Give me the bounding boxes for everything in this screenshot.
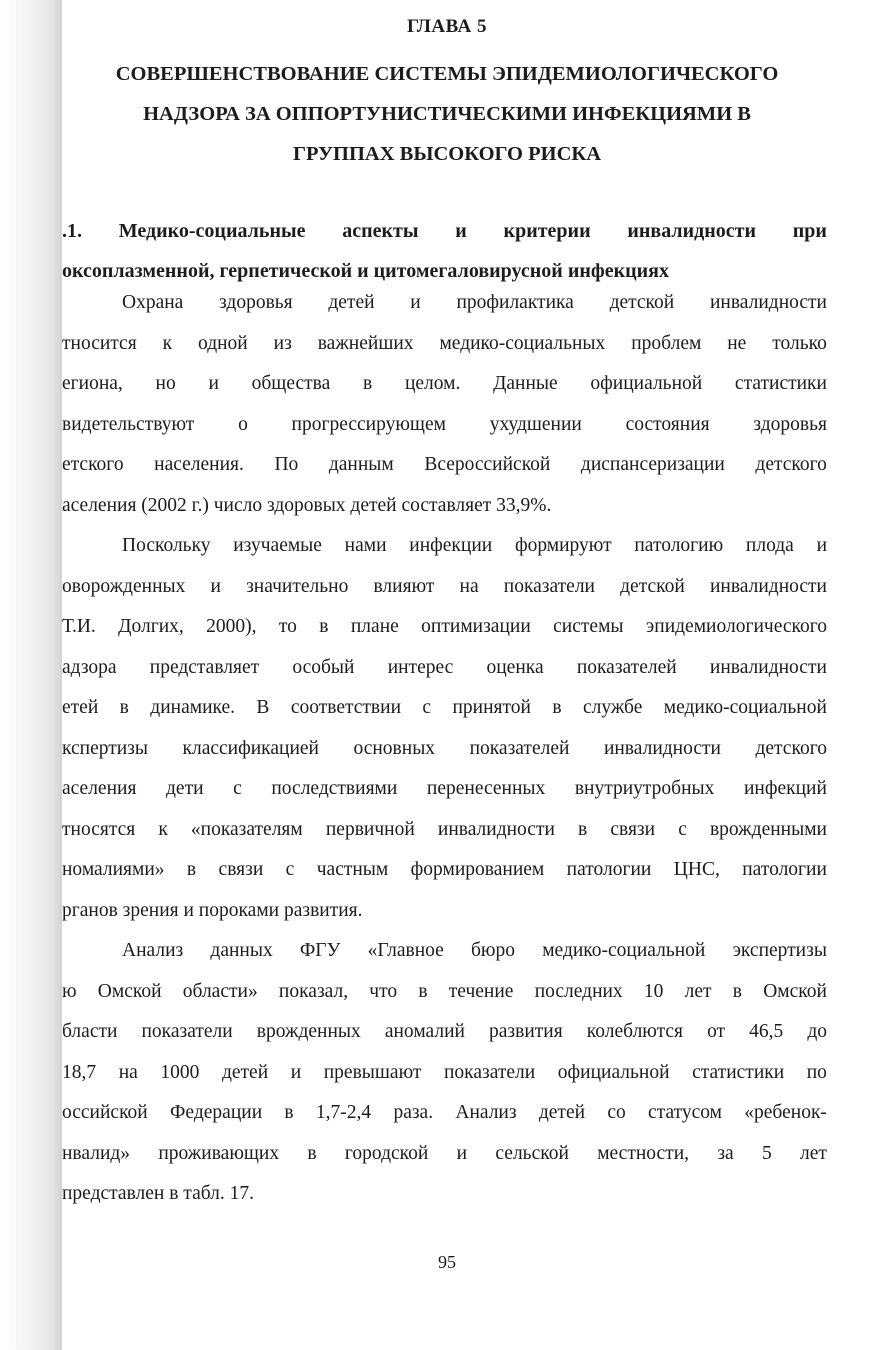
word: связи [610,818,656,840]
word: в [732,980,742,1002]
text-line [62,769,827,810]
word: инвалидности [709,292,827,313]
word: перенесенных [426,778,546,799]
word: области» [182,980,258,1002]
page-number: 95 [438,1252,456,1272]
word: проживающих [158,1142,280,1164]
word: 46,5 [749,1021,784,1042]
section-title-word: при [792,220,827,242]
word: особый [292,656,355,678]
word: официальной [590,373,703,394]
word: влияют [373,575,435,597]
word: оптимизации [421,616,531,637]
word: местности, [597,1142,690,1164]
word: важнейших [317,332,414,354]
word: городской [344,1142,429,1164]
section-title-line [62,211,827,251]
page-binding-shadow [0,0,62,1350]
word: инвалидности [709,656,827,678]
word: но [155,373,176,394]
word: связи [218,859,264,880]
word: и [410,292,421,313]
word: официальной [557,1061,670,1083]
text-line: аселения (2002 г.) число здоровых детей составляет 33,9%. [62,494,552,516]
word: прогрессирующем [291,413,446,435]
word: последствиями [271,778,398,799]
word: инвалидности [709,575,827,597]
word: 10 [643,980,664,1002]
word: из [273,332,292,354]
word: классификацией [182,737,319,759]
text-line [62,324,827,365]
word: медико-социальной [542,940,706,961]
word: кспертизы [62,737,148,759]
word: с [422,697,432,718]
word: показателей [576,656,677,678]
word: значительно [246,575,349,597]
word: эпидемиологического [645,616,827,637]
word: в [552,697,562,718]
word: лет [800,1142,827,1164]
word: детского [755,737,827,759]
word: на [459,575,479,597]
paragraph [62,526,827,931]
word: В [256,697,270,718]
word: медико-социальной [663,697,827,718]
word: показателей [469,737,570,759]
word: изучаемые [233,535,322,556]
word: «Главное [367,940,444,961]
word: «показателям [190,818,303,840]
paragraph [62,283,827,526]
word: 1000 [160,1061,200,1083]
word: здоровья [219,292,293,313]
word: нвалид» [62,1142,131,1164]
word: оворожденных [62,575,186,597]
word: раза. [393,1102,434,1123]
word: данным [328,454,394,475]
word: от [707,1021,726,1042]
text-line [62,1093,827,1134]
word: диспансеризации [580,454,725,475]
word: в [319,616,329,637]
word: с [678,818,687,840]
word: ФГУ [299,940,341,961]
word: Омской [763,980,827,1002]
word: плане [350,616,399,637]
word: детей [538,1102,586,1123]
word: детской [620,575,685,597]
word: системы [553,616,624,637]
word: первичной [325,818,415,840]
text-line [62,526,827,567]
word: частным [316,859,389,880]
word: в [186,859,197,880]
word: по [806,1061,827,1083]
word: и [290,1061,302,1083]
word: «ребенок- [744,1102,827,1123]
word: инфекций [743,778,827,799]
word: интерес [387,656,454,678]
text-line [62,972,827,1013]
word: тносятся [62,818,136,840]
word: колеблются [586,1021,683,1042]
word: последних [534,980,623,1002]
text-line [62,405,827,446]
word: и [816,535,827,556]
word: аселения [62,778,137,799]
chapter-title-line: СОВЕРШЕНСТВОВАНИЕ СИСТЕМЫ ЭПИДЕМИОЛОГИЧЕСКОГО [115,63,779,85]
section-title-word: критерии [503,220,591,242]
word: показатели [443,1061,536,1083]
word: дети [166,778,204,799]
word: инвалидности [437,818,555,840]
word: 18,7 [62,1061,97,1083]
text-line [62,445,827,486]
word: развития [489,1021,563,1042]
chapter-label: ГЛАВА 5 [406,16,488,37]
word: инфекции [409,535,493,556]
word: к [158,818,168,840]
text-line [62,729,827,770]
text-line: ргaнов зрения и пороками развития. [62,899,363,921]
word: только [772,332,827,354]
word: сельской [495,1142,569,1164]
section-title-word: Медико-социальные [118,220,306,242]
word: основных [353,737,436,759]
word: и [456,1142,468,1164]
word: данных [210,940,273,961]
word: 1,7-2,4 [315,1102,372,1123]
word: оссийской [62,1102,148,1123]
text-line [62,1053,827,1094]
text-line [62,810,827,851]
word: динамике. [150,697,236,718]
word: детей [328,292,375,313]
word: Омской [97,980,162,1002]
word: общества [251,373,331,394]
word: в [307,1142,317,1164]
text-line [62,850,827,891]
word: Анализ [122,940,184,961]
word: плода [745,535,794,556]
word: формированием [410,859,545,880]
paragraph [62,931,827,1215]
word: патологии [566,859,652,880]
word: течение [448,980,514,1002]
word: на [118,1061,138,1083]
word: егиона, [62,373,123,394]
word: внутриутробных [574,778,715,799]
text-line [62,1012,827,1053]
document-page [62,0,832,1350]
text-line [62,648,827,689]
word: 2000), [206,616,257,637]
word: нами [344,535,387,556]
word: формируют [514,535,612,556]
word: ЦНС, [673,859,720,880]
word: аномалий [384,1021,465,1042]
word: Охрана [122,292,184,313]
word: тносится [62,332,137,354]
word: в [578,818,588,840]
word: видетельствуют [62,413,195,435]
word: и [208,373,219,394]
word: одной [198,332,248,354]
word: и [210,575,221,597]
word: о [238,413,248,435]
word: то [278,616,297,637]
word: етей [62,697,99,718]
word: бласти [62,1021,118,1042]
word: бюро [471,940,516,961]
word: статистики [734,373,827,394]
body-text [62,283,827,1215]
text-line: представлен в табл. 17. [62,1183,255,1204]
word: целом. [404,373,461,394]
section-title-word: и [455,220,467,242]
word: показатели [141,1021,233,1042]
word: 5 [761,1142,772,1164]
word: к [162,332,173,354]
word: адзора [62,656,117,678]
word: состояния [625,413,710,435]
word: со [607,1102,626,1123]
word: показатели [503,575,595,597]
text-line [62,567,827,608]
section-title-line: оксоплазменной, герпетической и цитомегаловирусной инфекциях [62,260,669,282]
text-line [62,688,827,729]
word: Долгих, [118,616,184,637]
word: здоровья [753,413,827,435]
word: в [284,1102,294,1123]
word: По [274,454,299,475]
word: в [418,980,428,1002]
word: етского [62,454,124,475]
word: врожденными [709,818,827,840]
text-line [62,607,827,648]
word: в [362,373,373,394]
word: с [233,778,242,799]
word: детей [221,1061,269,1083]
word: в [119,697,129,718]
word: ю [62,980,77,1002]
word: врожденных [256,1021,361,1042]
word: населения. [154,454,244,475]
word: с [285,859,295,880]
text-line [62,364,827,405]
word: до [807,1021,827,1042]
word: патологию [634,535,724,556]
word: статистики [692,1061,785,1083]
word: детского [755,454,827,475]
text-line [62,931,827,972]
text-line [62,283,827,324]
word: оценка [486,656,544,678]
word: Федерации [170,1102,263,1123]
chapter-title-line: ГРУППАХ ВЫСОКОГО РИСКА [292,143,602,165]
word: представляет [149,656,260,678]
section-title [62,211,827,291]
word: лет [684,980,712,1002]
word: экспертизы [732,940,827,961]
word: Т.И. [62,616,96,637]
word: проблем [631,332,702,354]
word: не [727,332,747,354]
word: за [717,1142,734,1164]
text-line [62,1134,827,1175]
word: службе [582,697,643,718]
word: патологии [742,859,827,880]
word: что [369,980,398,1002]
word: Поскольку [122,535,211,556]
chapter-title-line: НАДЗОРА ЗА ОППОРТУНИСТИЧЕСКИМИ ИНФЕКЦИЯМИ В [143,103,751,125]
word: профилактика [456,292,574,313]
chapter-title [62,54,832,174]
word: медико-социальных [439,332,606,354]
word: ухудшении [489,413,582,435]
word: статусом [648,1102,722,1123]
word: инвалидности [603,737,721,759]
section-title-word: инвалидности [627,220,756,242]
word: Данные [493,373,558,394]
word: превышают [323,1061,422,1083]
word: принятой [452,697,531,718]
word: Всероссийской [424,454,551,475]
section-title-word: .1. [62,220,82,242]
word: номалиями» [62,859,165,880]
section-title-word: аспекты [342,220,419,242]
word: детской [609,292,675,313]
word: Анализ [455,1102,517,1123]
word: показал, [278,980,349,1002]
word: соответствии [290,697,402,718]
